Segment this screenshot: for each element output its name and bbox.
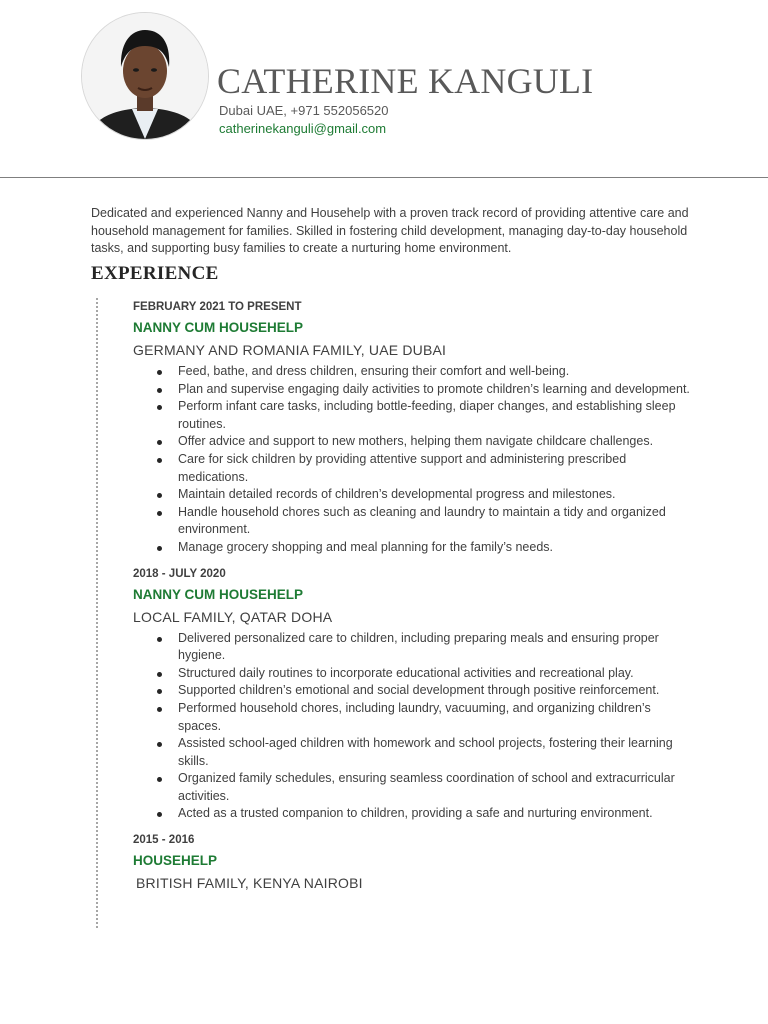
profile-summary: Dedicated and experienced Nanny and Househelp with a proven track record of providing attentive care and household management for families. Skilled in fostering child development, managing day-to-day household tasks, and supporting busy families to create a nurturing home environment. (91, 206, 689, 255)
job-dates: 2018 - JULY 2020 (133, 567, 226, 580)
duty-item: Maintain detailed records of children’s developmental progress and milestones. (133, 486, 693, 504)
duty-item: Performed household chores, including laundry, vacuuming, and organizing children’s spaces. (133, 700, 693, 735)
job-title: HOUSEHELP (133, 853, 218, 869)
email-link[interactable]: catherinekanguli@gmail.com (219, 121, 387, 136)
duty-item: Care for sick children by providing attentive support and administering prescribed medications. (133, 451, 693, 486)
location-phone: Dubai UAE, +971 552056520 (219, 103, 389, 118)
duty-item: Acted as a trusted companion to children, providing a safe and nurturing environment. (133, 805, 693, 823)
job-employer: LOCAL FAMILY, QATAR DOHA (133, 608, 333, 625)
duty-item: Perform infant care tasks, including bottle-feeding, diaper changes, and establishing sleep routines. (133, 398, 693, 433)
duty-item: Delivered personalized care to children, including preparing meals and ensuring proper hygiene. (133, 630, 693, 665)
duty-item: Handle household chores such as cleaning and laundry to maintain a tidy and organized environment. (133, 504, 693, 539)
job-title: NANNY CUM HOUSEHELP (133, 320, 304, 335)
header-divider (0, 177, 768, 178)
experience-list (133, 299, 693, 902)
job-employer: GERMANY AND ROMANIA FAMILY, UAE DUBAI (133, 342, 447, 358)
profile-photo (81, 12, 209, 140)
duty-item: Feed, bathe, and dress children, ensuring their comfort and well-being. (133, 363, 693, 381)
duty-list (133, 363, 693, 557)
duty-item: Offer advice and support to new mothers, helping them navigate childcare challenges. (133, 433, 693, 451)
job-employer: BRITISH FAMILY, KENYA NAIROBI (136, 875, 363, 892)
duty-item: Assisted school-aged children with homework and school projects, fostering their learning skills. (133, 735, 693, 770)
section-title-experience: EXPERIENCE (91, 263, 219, 284)
duty-item: Structured daily routines to incorporate educational activities and recreational play. (133, 665, 693, 683)
duty-item: Supported children’s emotional and social development through positive reinforcement. (133, 682, 693, 700)
job-dates: FEBRUARY 2021 TO PRESENT (133, 301, 302, 313)
duty-item: Organized family schedules, ensuring seamless coordination of school and extracurricular activities. (133, 770, 693, 805)
duty-item: Plan and supervise engaging daily activities to promote children’s learning and development. (133, 381, 693, 399)
job-title: NANNY CUM HOUSEHELP (133, 586, 304, 602)
timeline-line (96, 298, 98, 928)
job-dates: 2015 - 2016 (133, 834, 195, 847)
job-entry (133, 299, 693, 557)
duty-item: Manage grocery shopping and meal planning for the family’s needs. (133, 539, 693, 557)
duty-list (133, 630, 693, 824)
job-entry (133, 566, 693, 824)
candidate-name: CATHERINE KANGULI (217, 61, 594, 101)
job-entry (133, 832, 693, 893)
